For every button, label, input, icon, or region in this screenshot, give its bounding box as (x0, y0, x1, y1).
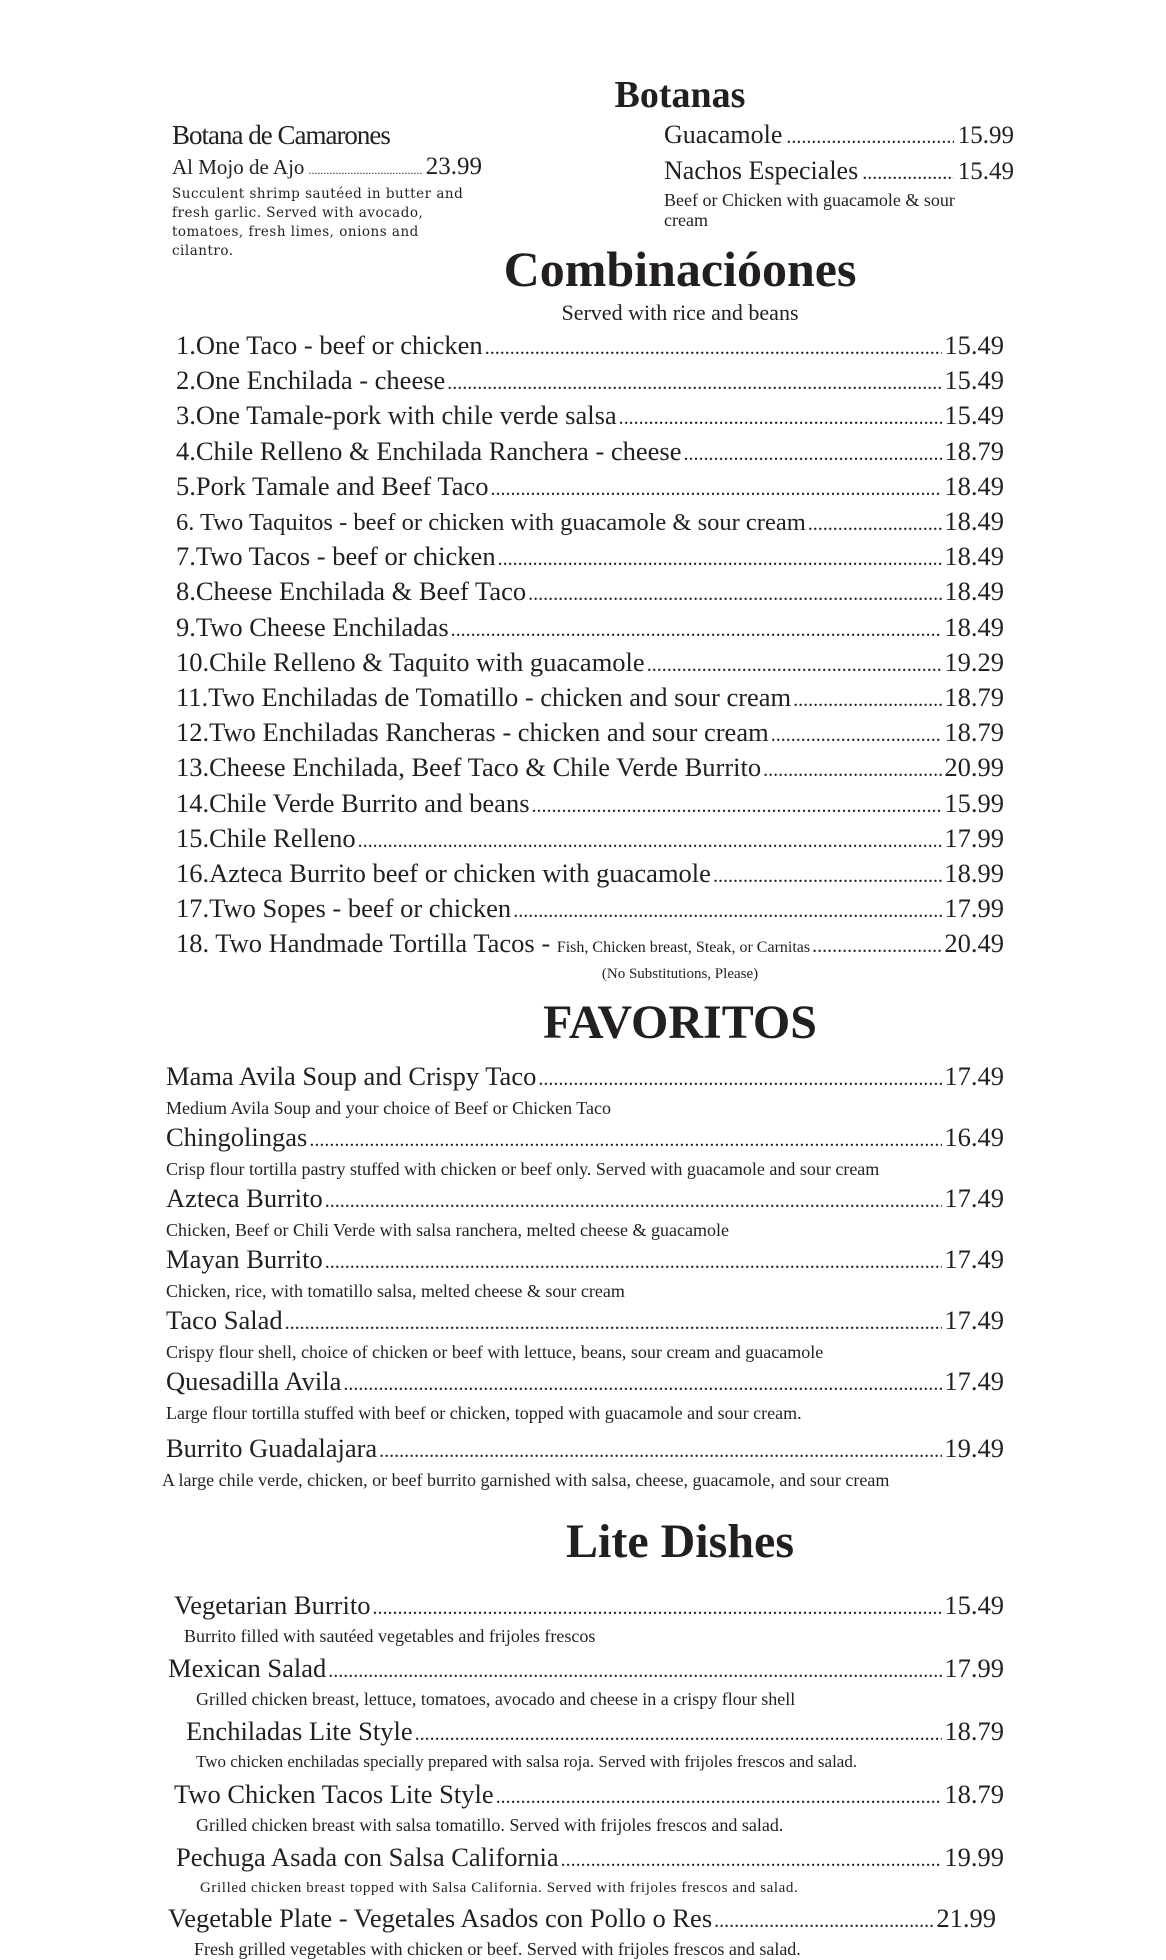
item-name: 9.Two Cheese Enchiladas (176, 611, 449, 642)
leader-dots (496, 1780, 943, 1814)
item-description: Grilled chicken breast with salsa tomatillo. Served with frijoles frescos and salad. (196, 1814, 784, 1835)
list-item (176, 822, 1004, 857)
list-item (166, 1242, 1004, 1279)
list-item (176, 575, 1004, 610)
item-name: Quesadilla Avila (166, 1365, 342, 1396)
leader-dots (485, 332, 943, 364)
list-item (166, 1303, 1004, 1340)
item-price: 15.99 (957, 122, 1014, 149)
item-description: Two chicken enchiladas specially prepared with salsa roja. Served with frijoles frescos and salad. (196, 1751, 858, 1771)
list-item (176, 1840, 1004, 1877)
no-substitutions-note: (No Substitutions, Please) (601, 965, 759, 982)
menu-item (664, 118, 1014, 154)
list-item (176, 399, 1004, 434)
leader-dots (561, 1843, 943, 1877)
item-name: Azteca Burrito (166, 1182, 323, 1213)
item-name: Two Chicken Tacos Lite Style (174, 1778, 494, 1809)
leader-dots (538, 1062, 942, 1096)
list-item (174, 1777, 1004, 1814)
menu-page (160, 72, 1014, 1960)
item-price: 15.49 (944, 330, 1004, 360)
botanas-left-column (172, 118, 482, 261)
menu-item (664, 154, 1014, 190)
item-name: Vegetarian Burrito (174, 1589, 371, 1620)
list-item (174, 1588, 1004, 1625)
leader-dots (325, 1245, 943, 1279)
item-name: 5.Pork Tamale and Beef Taco (176, 470, 489, 501)
leader-dots (372, 1591, 942, 1625)
item-description: Chicken, Beef or Chili Verde with salsa ranchera, melted cheese & guacamole (166, 1219, 729, 1240)
leader-dots (328, 1654, 942, 1688)
item-name: 18. Two Handmade Tortilla Tacos - Fish, Chicken breast, Steak, or Carnitas (176, 928, 811, 959)
list-item (166, 1431, 1004, 1468)
item-description: Fresh grilled vegetables with chicken or beef. Served with frijoles frescos and salad. (194, 1938, 801, 1959)
section-title-favoritos: FAVORITOS (543, 995, 817, 1049)
leader-dots (647, 649, 943, 681)
leader-dots (285, 1306, 943, 1340)
item-price: 19.99 (944, 1841, 1004, 1872)
list-item (168, 1901, 996, 1938)
leader-dots (358, 825, 943, 857)
item-name: 7.Two Tacos - beef or chicken (176, 541, 496, 572)
item-description: Crispy flour shell, choice of chicken or beef with lettuce, beans, sour cream and guacamole (166, 1341, 824, 1362)
item-price: 17.99 (944, 1652, 1004, 1683)
list-item (176, 329, 1004, 364)
list-item (176, 716, 1004, 751)
list-item (176, 857, 1004, 892)
leader-dots (308, 155, 421, 185)
leader-dots (498, 543, 943, 575)
item-description: Large flour tortilla stuffed with beef or chicken, topped with guacamole and sour cream. (166, 1402, 802, 1423)
section-title-combinaciones: Combinacióones (503, 241, 857, 297)
item-price: 16.49 (944, 1121, 1004, 1152)
item-name: Mayan Burrito (166, 1243, 323, 1274)
list-item (176, 751, 1004, 786)
item-price: 18.49 (944, 611, 1004, 642)
item-price: 20.99 (944, 752, 1004, 783)
list-item (166, 1181, 1004, 1218)
item-name: 15.Chile Relleno (176, 822, 356, 853)
item-detail: Fish, Chicken breast, Steak, or Carnitas (556, 939, 811, 957)
leader-dots (808, 508, 943, 540)
leader-dots (325, 1184, 943, 1218)
item-name: 4.Chile Relleno & Enchilada Ranchera - cheese (176, 435, 682, 466)
combinaciones-list (176, 329, 1004, 965)
list-item (176, 470, 1004, 505)
leader-dots (532, 790, 943, 822)
list-item (176, 787, 1004, 822)
item-name: Mexican Salad (168, 1652, 327, 1683)
leader-dots (714, 1904, 934, 1938)
list-item (176, 892, 1004, 927)
item-name: 14.Chile Verde Burrito and beans (176, 787, 530, 818)
leader-dots (786, 120, 953, 154)
item-price: 17.99 (944, 893, 1004, 924)
item-name: Vegetable Plate - Vegetales Asados con Pollo o Res (168, 1902, 713, 1933)
item-name: 3.One Tamale-pork with chile verde salsa (176, 400, 617, 431)
leader-dots (490, 473, 942, 505)
item-description: Grilled chicken breast, lettuce, tomatoes, avocado and cheese in a crispy flour shell (196, 1688, 796, 1709)
item-name: Taco Salad (166, 1304, 283, 1335)
section-title-botanas: Botanas (614, 74, 746, 116)
item-description: Medium Avila Soup and your choice of Beef or Chicken Taco (166, 1097, 611, 1118)
item-price: 18.79 (944, 717, 1004, 748)
item-name: Burrito Guadalajara (166, 1432, 378, 1463)
item-name: Nachos Especiales (664, 156, 859, 185)
item-price: 17.49 (944, 1182, 1004, 1213)
leader-dots (447, 367, 942, 399)
item-price: 15.49 (944, 400, 1004, 431)
item-name: Guacamole (664, 120, 783, 149)
item-name: 6. Two Taquitos - beef or chicken with guacamole & sour cream (176, 509, 806, 537)
list-item (176, 505, 1004, 540)
list-item (176, 364, 1004, 399)
favoritos-list (162, 1059, 1004, 1492)
item-price: 15.49 (957, 158, 1014, 185)
leader-dots (793, 684, 942, 716)
item-price: 18.79 (944, 682, 1004, 713)
leader-dots (619, 402, 943, 434)
item-price: 20.49 (944, 928, 1004, 959)
item-price: 17.49 (944, 1060, 1004, 1091)
item-price: 18.79 (944, 435, 1004, 466)
item-description: Succulent shrimp sautéed in butter and fresh garlic. Served with avocado, tomatoes, fresh limes, onions and cilantro. (172, 186, 464, 259)
item-name: 10.Chile Relleno & Taquito with guacamole (176, 646, 645, 677)
item-name: Al Mojo de Ajo (172, 155, 305, 179)
list-item (176, 435, 1004, 470)
item-price: 18.79 (944, 1778, 1004, 1809)
leader-dots (713, 860, 942, 892)
item-price: 18.49 (944, 541, 1004, 572)
item-price: 18.49 (944, 470, 1004, 501)
item-description: Grilled chicken breast topped with Salsa California. Served with frijoles frescos and salad. (200, 1879, 799, 1896)
item-description: Beef or Chicken with guacamole & sour cream (664, 190, 955, 230)
list-item (166, 1364, 1004, 1401)
item-name: 2.One Enchilada - cheese (176, 365, 446, 396)
list-item (166, 1120, 1004, 1157)
item-price: 21.99 (936, 1902, 996, 1933)
item-price: 17.49 (944, 1243, 1004, 1274)
leader-dots (771, 719, 943, 751)
leader-dots (415, 1717, 943, 1751)
leader-dots (862, 156, 954, 190)
leader-dots (513, 895, 942, 927)
list-item (176, 611, 1004, 646)
item-price: 18.79 (944, 1715, 1004, 1746)
item-name: 16.Azteca Burrito beef or chicken with guacamole (176, 858, 711, 889)
list-item (176, 927, 1004, 964)
leader-dots (528, 578, 942, 610)
item-price: 18.99 (944, 858, 1004, 889)
item-name: 11.Two Enchiladas de Tomatillo - chicken and sour cream (176, 682, 792, 713)
leader-dots (343, 1367, 942, 1401)
botana-heading: Botana de Camarones (172, 120, 390, 150)
list-item (176, 646, 1004, 681)
item-name: 1.One Taco - beef or chicken (176, 330, 483, 360)
item-name: 8.Cheese Enchilada & Beef Taco (176, 576, 527, 607)
menu-item (172, 152, 482, 185)
item-description: Crisp flour tortilla pastry stuffed with chicken or beef only. Served with guacamole and sour cream (166, 1158, 880, 1179)
item-price: 15.49 (944, 1589, 1004, 1620)
item-price: 18.49 (944, 506, 1004, 537)
item-description: Chicken, rice, with tomatillo salsa, melted cheese & sour cream (166, 1280, 625, 1301)
list-item (186, 1714, 1004, 1751)
leader-dots (451, 614, 943, 646)
leader-dots (309, 1123, 942, 1157)
leader-dots (379, 1434, 942, 1468)
item-name: 13.Cheese Enchilada, Beef Taco & Chile Verde Burrito (176, 752, 762, 783)
item-price: 15.99 (944, 787, 1004, 818)
list-item (176, 540, 1004, 575)
item-name: Mama Avila Soup and Crispy Taco (166, 1060, 537, 1091)
item-description: Burrito filled with sautéed vegetables and frijoles frescos (184, 1625, 596, 1646)
item-price: 17.99 (944, 822, 1004, 853)
list-item (176, 681, 1004, 716)
leader-dots (763, 754, 942, 786)
list-item (166, 1059, 1004, 1096)
item-name: 17.Two Sopes - beef or chicken (176, 893, 512, 924)
item-price: 19.49 (944, 1432, 1004, 1463)
item-price: 17.49 (944, 1365, 1004, 1396)
item-price: 18.49 (944, 576, 1004, 607)
lite-dishes-list (168, 1588, 1004, 1960)
item-price: 15.49 (944, 365, 1004, 396)
item-price: 23.99 (425, 153, 482, 180)
item-description: A large chile verde, chicken, or beef burrito garnished with salsa, cheese, guacamole, and sour cream (162, 1469, 890, 1490)
section-title-lite-dishes: Lite Dishes (566, 1514, 794, 1568)
item-name: 12.Two Enchiladas Rancheras - chicken and sour cream (176, 717, 769, 748)
item-price: 19.29 (944, 646, 1004, 677)
item-name: Chingolingas (166, 1121, 308, 1152)
item-name: Pechuga Asada con Salsa California (176, 1841, 559, 1872)
leader-dots (812, 930, 942, 962)
section-subtitle: Served with rice and beans (561, 300, 799, 325)
list-item (168, 1651, 1004, 1688)
item-name: Enchiladas Lite Style (186, 1715, 413, 1746)
leader-dots (684, 438, 943, 470)
item-price: 17.49 (944, 1304, 1004, 1335)
